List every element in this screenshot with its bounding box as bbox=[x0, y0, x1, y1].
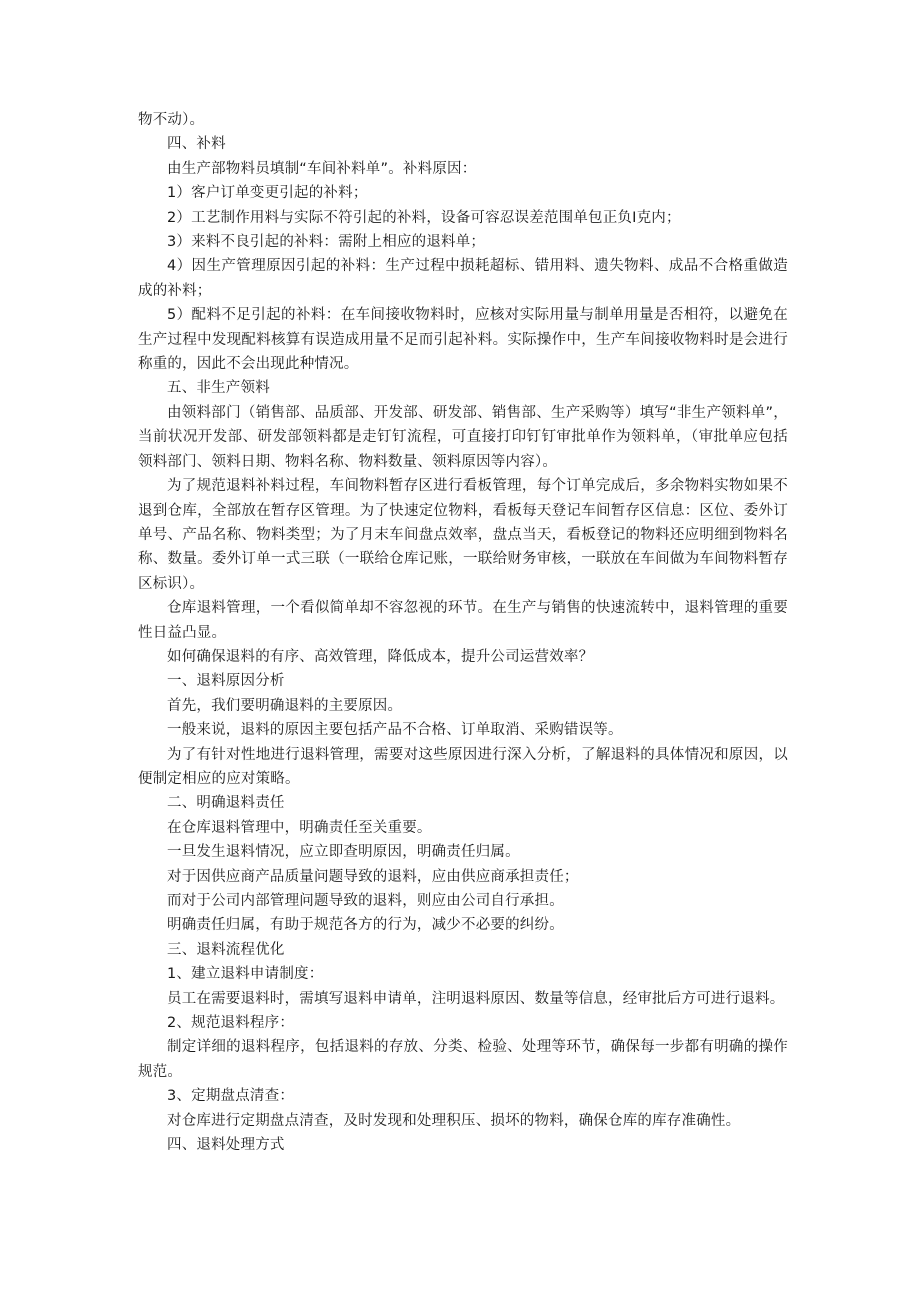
paragraph: 由领料部门（销售部、品质部、开发部、研发部、销售部、生产采购等）填写“非生产领料单”，当前状况开发部、研发部领料都是走钉钉流程，可直接打印钉钉审批单作为领料单，（审批单应包括领料部门、领料日期、物料名称、物料数量、领料原因等内容）。 bbox=[138, 404, 788, 470]
paragraph: 物不动）。 bbox=[138, 112, 205, 128]
paragraph: 5）配料不足引起的补料：在车间接收物料时，应核对实际用量与制单用量是否相符，以避免在生产过程中发现配料核算有误造成用量不足而引起补料。实际操作中，生产车间接收物料时是会进行称重的，因此不会出现此种情况。 bbox=[138, 307, 788, 373]
paragraph: 员工在需要退料时，需填写退料申请单，注明退料原因、数量等信息，经审批后方可进行退料。 bbox=[167, 990, 785, 1007]
paragraph: 二、明确退料责任 bbox=[167, 795, 285, 812]
paragraph: 3、定期盘点清查： bbox=[167, 1088, 295, 1105]
paragraph: 1、建立退料申请制度： bbox=[167, 966, 324, 983]
paragraph: 五、非生产领料 bbox=[167, 380, 270, 397]
paragraph: 2）工艺制作用料与实际不符引起的补料，设备可容忍误差范围单包正负I克内； bbox=[167, 209, 681, 226]
paragraph: 对仓库进行定期盘点清查，及时发现和处理积压、损坏的物料，确保仓库的库存准确性。 bbox=[167, 1112, 741, 1129]
paragraph: 三、退料流程优化 bbox=[167, 941, 285, 958]
paragraph: 为了有针对性地进行退料管理，需要对这些原因进行深入分析，了解退料的具体情况和原因，以便制定相应的应对策略。 bbox=[138, 746, 788, 787]
paragraph: 由生产部物料员填制“车间补料单”。补料原因： bbox=[167, 160, 477, 177]
paragraph: 四、补料 bbox=[167, 136, 226, 153]
paragraph: 3）来料不良引起的补料：需附上相应的退料单； bbox=[167, 234, 486, 251]
paragraph: 而对于公司内部管理问题导致的退料，则应由公司自行承担。 bbox=[167, 893, 564, 909]
paragraph: 一、退料原因分析 bbox=[167, 673, 285, 690]
document-body bbox=[138, 108, 788, 1157]
paragraph: 如何确保退料的有序、高效管理，降低成本，提升公司运营效率？ bbox=[167, 648, 594, 665]
paragraph: 在仓库退料管理中，明确责任至关重要。 bbox=[167, 819, 432, 836]
paragraph: 仓库退料管理，一个看似简单却不容忽视的环节。在生产与销售的快速流转中，退料管理的重要性日益凸显。 bbox=[138, 600, 788, 641]
paragraph: 为了规范退料补料过程，车间物料暂存区进行看板管理，每个订单完成后，多余物料实物如果不退到仓库，全部放在暂存区管理。为了快速定位物料，看板每天登记车间暂存区信息：区位、委外订单号、产品名称、物料类型；为了月末车间盘点效率，盘点当天，看板登记的物料还应明细到物料名称、数量。委外订单一式三联（一联给仓库记账，一联给财务审核，一联放在车间做为车间物料暂存区标识）。 bbox=[138, 478, 788, 592]
paragraph: 4）因生产管理原因引起的补料：生产过程中损耗超标、错用料、遗失物料、成品不合格重做造成的补料； bbox=[138, 258, 788, 299]
paragraph: 一旦发生退料情况，应立即查明原因，明确责任归属。 bbox=[167, 844, 520, 861]
paragraph: 一般来说，退料的原因主要包括产品不合格、订单取消、采购错误等。 bbox=[167, 722, 623, 739]
paragraph: 四、退料处理方式 bbox=[167, 1137, 285, 1154]
paragraph: 明确责任归属，有助于规范各方的行为，减少不必要的纠纷。 bbox=[167, 917, 564, 934]
paragraph: 2、规范退料程序： bbox=[167, 1015, 295, 1032]
paragraph: 制定详细的退料程序，包括退料的存放、分类、检验、处理等环节，确保每一步都有明确的操作规范。 bbox=[138, 1039, 788, 1080]
paragraph: 对于因供应商产品质量问题导致的退料，应由供应商承担责任； bbox=[167, 868, 579, 885]
paragraph: 1）客户订单变更引起的补料； bbox=[167, 185, 368, 202]
paragraph: 首先，我们要明确退料的主要原因。 bbox=[167, 697, 403, 714]
